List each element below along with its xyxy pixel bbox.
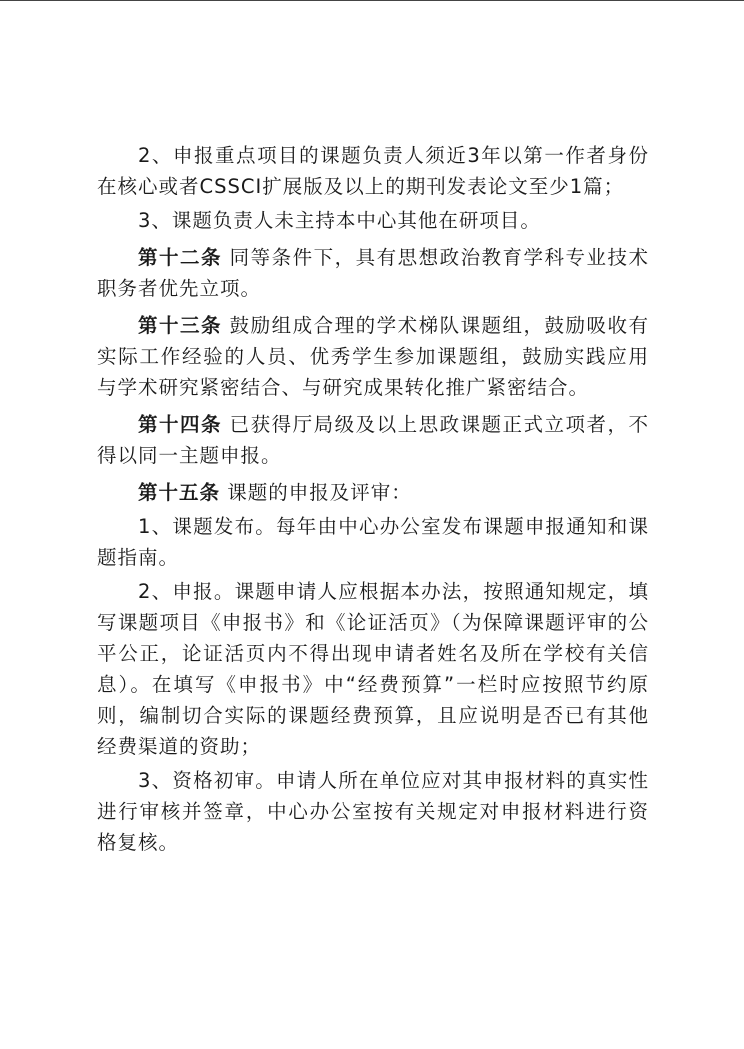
article-13-label: 第十三条 [138,314,222,337]
paragraph-item-2 [97,576,649,762]
article-12-text: 同等条件下，具有思想政治教育学科专业技术职务者优先立项。 [97,246,649,300]
article-13-text: 鼓励组成合理的学术梯队课题组，鼓励吸收有实际工作经验的人员、优秀学生参加课题组，鼓励实践应用与学术研究紧密结合、与研究成果转化推广紧密结合。 [97,314,649,399]
article-12 [97,242,649,304]
paragraph-2-text: 3、课题负责人未主持本中心其他在研项目。 [138,209,541,232]
article-15 [97,477,649,508]
paragraph-item-3-text: 3、资格初审。申请人所在单位应对其申报材料的真实性进行审核并签章，中心办公室按有关规定对申报材料进行资格复核。 [97,769,649,854]
paragraph-item-1 [97,511,649,573]
article-14-text: 已获得厅局级及以上思政课题正式立项者，不得以同一主题申报。 [97,413,649,467]
article-12-label: 第十二条 [138,246,222,269]
paragraph-item-3 [97,765,649,858]
document-body [97,140,649,858]
page-top-rule [0,0,744,1]
article-14-label: 第十四条 [138,413,222,436]
paragraph-item-1-text: 1、课题发布。每年由中心办公室发布课题申报通知和课题指南。 [97,515,649,569]
article-15-text: 课题的申报及评审： [227,481,412,504]
paragraph-1 [97,140,649,202]
paragraph-item-2-text: 2、申报。课题申请人应根据本办法，按照通知规定，填写课题项目《申报书》和《论证活页》（为保障课题评审的公平公正，论证活页内不得出现申请者姓名及所在学校有关信息）。在填写《申报书》中“经费预算”一栏时应按照节约原则，编制切合实际的课题经费预算，且应说明是否已有其他经费渠道的资助； [97,580,649,758]
article-13 [97,310,649,403]
article-14 [97,409,649,471]
paragraph-2 [97,205,649,236]
paragraph-1-text: 2、申报重点项目的课题负责人须近3年以第一作者身份在核心或者CSSCI扩展版及以上的期刊发表论文至少1篇； [97,144,649,198]
article-15-label: 第十五条 [138,481,221,504]
